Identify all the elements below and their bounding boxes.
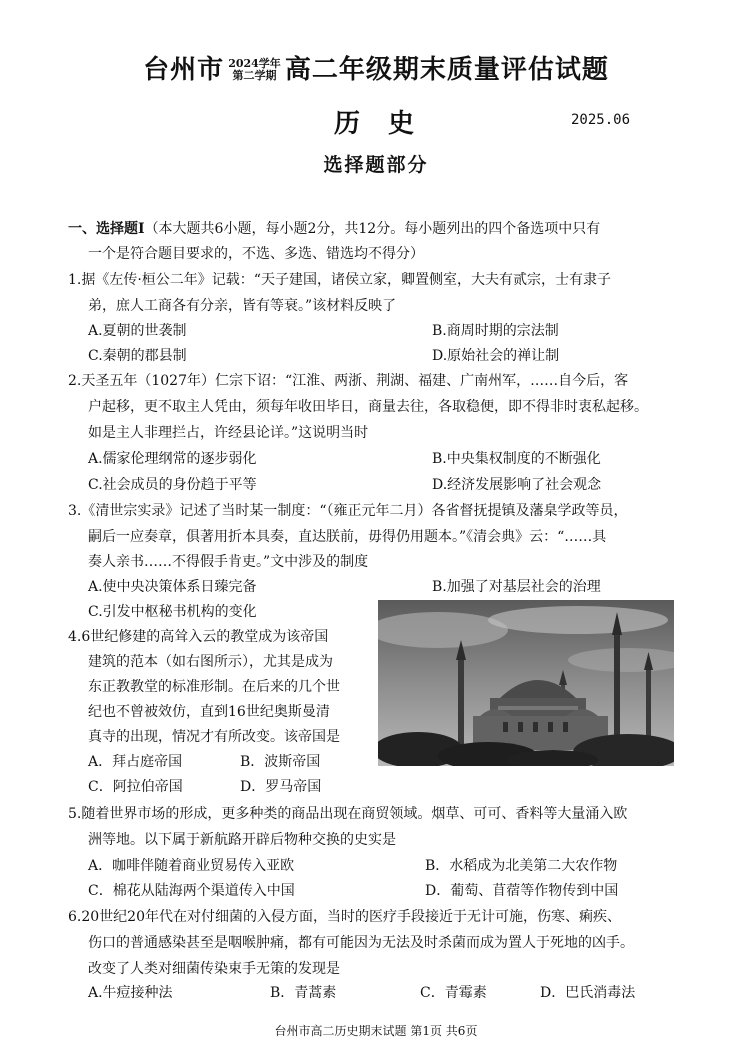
q4-stem-line: 纪也不曾被效仿，直到16世纪奥斯曼清 — [88, 704, 330, 720]
q3-stem-line: 嗣后一应奏章，俱著用折本具奏，直达朕前，毋得仍用题本。”《清会典》云：“……具 — [88, 529, 607, 545]
part-title: 选择题部分 — [323, 154, 429, 176]
q3-option-c[interactable]: C.引发中枢秘书机构的变化 — [88, 604, 257, 620]
q6-option-a[interactable]: A.牛痘接种法 — [88, 985, 173, 1001]
q4-option-d[interactable]: D．罗马帝国 — [240, 779, 322, 795]
q4-option-b[interactable]: B．波斯帝国 — [240, 754, 321, 770]
q1-option-d[interactable]: D.原始社会的禅让制 — [432, 348, 560, 364]
exam-title — [0, 55, 752, 85]
q1-option-b[interactable]: B.商周时期的宗法制 — [432, 323, 559, 339]
q4-stem-line: 建筑的范本（如右图所示），尤其是成为 — [88, 654, 333, 670]
exam-date: 2025.06 — [571, 112, 631, 128]
q2-option-a[interactable]: A.儒家伦理纲常的逐步弱化 — [88, 451, 257, 467]
q3-stem-line: 3.《清世宗实录》记述了当时某一制度：“（雍正元年二月）各省督抚提镇及藩臬学政等员， — [68, 503, 628, 519]
section-label: 一、选择题Ⅰ — [68, 221, 145, 237]
q6-option-b[interactable]: B．青蒿素 — [270, 985, 337, 1001]
q2-stem-line: 如是主人非理拦占，许经县论详。”这说明当时 — [88, 425, 369, 441]
q6-option-d[interactable]: D．巴氏消毒法 — [540, 985, 636, 1001]
q2-option-b[interactable]: B.中央集权制度的不断强化 — [432, 451, 601, 467]
q5-stem-line: 洲等地。以下属于新航路开辟后物种交换的史实是 — [88, 832, 396, 848]
q6-stem-line: 6.20世纪20年代在对付细菌的入侵方面，当时的医疗手段接近于无计可施，伤寒、痢疾、 — [68, 909, 621, 925]
q3-stem-line: 奏人亲书……不得假手肯吏。”文中涉及的制度 — [88, 554, 369, 570]
semester-label: 2024学年 第二学期 — [228, 57, 281, 82]
q4-option-c[interactable]: C．阿拉伯帝国 — [88, 779, 183, 795]
section-instruction-line-1: 一、选择题Ⅰ（本大题共6小题，每小题2分，共12分。每小题列出的四个备选项中只有 — [68, 221, 601, 237]
exam-name: 高二年级期末质量评估试题 — [284, 55, 609, 85]
q2-option-d[interactable]: D.经济发展影响了社会观念 — [432, 477, 602, 493]
subject-title: 历史 — [333, 109, 442, 139]
city-name: 台州市 — [143, 55, 225, 85]
q4-option-a[interactable]: A．拜占庭帝国 — [88, 754, 183, 770]
q5-stem-line: 5.随着世界市场的形成，更多种类的商品出现在商贸领域。烟草、可可、香料等大量涌入欧 — [68, 806, 628, 822]
q5-option-d[interactable]: D．葡萄、苜蓿等作物传到中国 — [425, 883, 619, 899]
q1-option-a[interactable]: A.夏朝的世袭制 — [88, 323, 187, 339]
q2-option-c[interactable]: C.社会成员的身份趋于平等 — [88, 477, 257, 493]
q6-stem-line: 改变了人类对细菌传染束手无策的发现是 — [88, 961, 340, 977]
page-footer: 台州市高二历史期末试题 第1页 共6页 — [274, 1024, 478, 1038]
hagia-sophia-photo — [378, 600, 674, 766]
q2-stem-line: 2.天圣五年（1027年）仁宗下诏：“江淮、两浙、荆湖、福建、广南州军，……自今后，客 — [68, 373, 629, 389]
q4-stem-line: 真寺的出现，情况才有所改变。该帝国是 — [88, 729, 340, 745]
q5-option-c[interactable]: C．棉花从陆海两个渠道传入中国 — [88, 883, 295, 899]
q6-option-c[interactable]: C．青霉素 — [420, 985, 487, 1001]
q6-stem-line: 伤口的普通感染甚至是咽喉肿痛，都有可能因为无法及时杀菌而成为置人于死地的凶手。 — [88, 935, 634, 951]
q2-stem-line: 户起移，更不取主人凭由，须每年收田毕日，商量去往，各取稳便，即不得非时衷私起移。 — [88, 399, 648, 415]
q5-option-a[interactable]: A．咖啡伴随着商业贸易传入亚欧 — [88, 858, 295, 874]
q4-stem-line: 东正教教堂的标准形制。在后来的几个世 — [88, 679, 340, 695]
q5-option-b[interactable]: B．水稻成为北美第二大农作物 — [425, 858, 618, 874]
q3-option-b[interactable]: B.加强了对基层社会的治理 — [432, 579, 601, 595]
section-instruction-line-2: 一个是符合题目要求的，不选、多选、错选均不得分） — [88, 246, 424, 262]
q4-stem-line: 4.6世纪修建的高耸入云的教堂成为该帝国 — [68, 629, 329, 645]
q1-stem-line: 弟，庶人工商各有分亲，皆有等衰。”该材料反映了 — [88, 298, 397, 314]
q1-option-c[interactable]: C.秦朝的郡县制 — [88, 348, 187, 364]
q3-option-a[interactable]: A.使中央决策体系日臻完备 — [88, 579, 257, 595]
q1-stem-line: 1.据《左传·桓公二年》记载：“天子建国，诸侯立家，卿置侧室，大夫有贰宗，士有隶子 — [68, 272, 611, 288]
